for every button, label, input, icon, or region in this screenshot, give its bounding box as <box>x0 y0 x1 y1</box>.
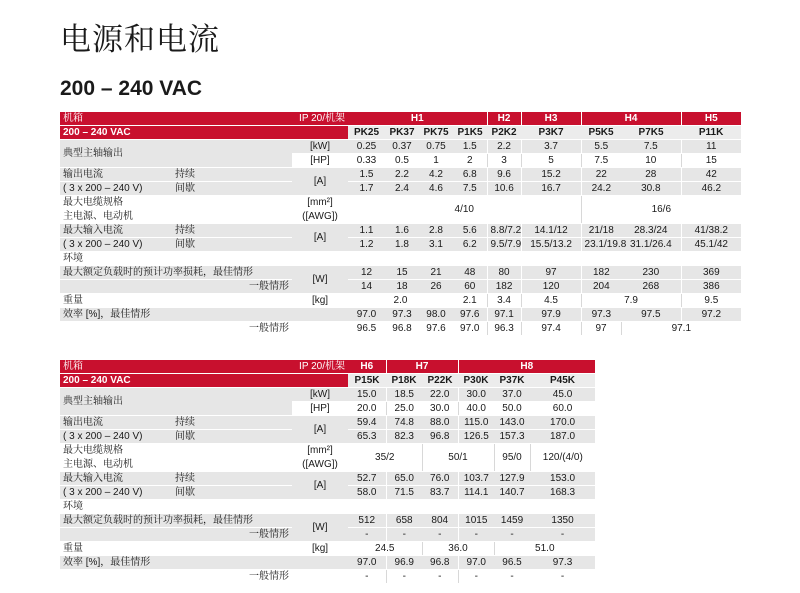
cell: 15.2 <box>521 168 581 182</box>
row-sublabel-intermittent: 间歇 <box>172 182 292 196</box>
unit-label: ([AWG]) <box>292 458 348 472</box>
cell: 74.8 <box>386 416 422 430</box>
group-header: H7 <box>386 360 458 374</box>
model-header: P7K5 <box>621 126 681 140</box>
cell: 6.2 <box>453 238 487 252</box>
cell: 97.1 <box>487 308 521 322</box>
cell: 22.0 <box>422 388 458 402</box>
cell: 96.8 <box>422 556 458 570</box>
cell: 48 <box>453 266 487 280</box>
cell: 96.8 <box>385 322 419 336</box>
row-label-input-current: 最大输入电流 <box>60 224 172 238</box>
row-label-output-current-voltage: ( 3 x 200 – 240 V) <box>60 430 172 444</box>
row-label-power-loss: 最大额定负载时的预计功率损耗，最佳情形 <box>60 514 292 528</box>
cell: 3.7 <box>521 140 581 154</box>
cell: 170.0 <box>530 416 595 430</box>
cell: 88.0 <box>422 416 458 430</box>
cell: 4/10 <box>348 196 581 224</box>
cell: 1.2 <box>348 238 385 252</box>
cell: - <box>458 528 494 542</box>
cell: 2.2 <box>487 140 521 154</box>
row-sublabel-continuous: 持续 <box>172 224 292 238</box>
model-header: P1K5 <box>453 126 487 140</box>
cell: 4.2 <box>419 168 453 182</box>
cell: 97.4 <box>521 322 581 336</box>
section-title: 200 – 240 VAC <box>60 77 203 100</box>
row-label-environment: 环境 <box>60 252 741 266</box>
cell <box>292 322 348 336</box>
cell: 1.8 <box>385 238 419 252</box>
enclosure-label: 机箱 <box>60 360 292 374</box>
cell: 1.6 <box>385 224 419 238</box>
cell: 12 <box>348 266 385 280</box>
cell: 182 <box>581 266 621 280</box>
cell: 98.0 <box>419 308 453 322</box>
row-label-shaft-output: 典型主轴输出 <box>60 388 292 416</box>
cell: 97.5 <box>621 308 681 322</box>
cell: 50.0 <box>494 402 530 416</box>
row-label-input-current: 最大输入电流 <box>60 472 172 486</box>
row-label-weight: 重量 <box>60 294 292 308</box>
row-label-typical: 一般情形 <box>60 570 292 584</box>
cell: 21/18 <box>581 224 621 238</box>
cell: 36.0 <box>422 542 494 556</box>
ip-rating-label: IP 20/机架 <box>292 112 348 126</box>
unit-label: [kg] <box>292 294 348 308</box>
cell: 30.0 <box>458 388 494 402</box>
cell: 1 <box>419 154 453 168</box>
cell: - <box>422 528 458 542</box>
cell: 18.5 <box>386 388 422 402</box>
model-header: P45K <box>530 374 595 388</box>
cell: 31.1/26.4 <box>621 238 681 252</box>
cell: - <box>386 528 422 542</box>
model-header: P18K <box>386 374 422 388</box>
cell: 268 <box>621 280 681 294</box>
row-label-shaft-output: 典型主轴输出 <box>60 140 292 168</box>
cell: 24.5 <box>348 542 422 556</box>
model-header: P5K5 <box>581 126 621 140</box>
cell: 5.5 <box>581 140 621 154</box>
cell: 143.0 <box>494 416 530 430</box>
voltage-label: 200 – 240 VAC <box>60 126 348 140</box>
cell: 9.5/7.9 <box>487 238 521 252</box>
cell: 1.5 <box>348 168 385 182</box>
cell: 21 <box>419 266 453 280</box>
row-sublabel-intermittent: 间歇 <box>172 430 292 444</box>
cell: 28 <box>621 168 681 182</box>
model-header: P2K2 <box>487 126 521 140</box>
cell: 4.6 <box>419 182 453 196</box>
cell: 96.8 <box>422 430 458 444</box>
cell: 120 <box>521 280 581 294</box>
model-header: P22K <box>422 374 458 388</box>
cell: 71.5 <box>386 486 422 500</box>
cell: 386 <box>681 280 741 294</box>
cell: 369 <box>681 266 741 280</box>
cell: 96.5 <box>494 556 530 570</box>
row-label-max-cable-sub: 主电源、电动机 <box>60 210 292 224</box>
spec-table-h1-h5 <box>60 112 741 336</box>
cell: 97.0 <box>453 322 487 336</box>
cell: 97 <box>581 322 621 336</box>
cell: 2.8 <box>419 224 453 238</box>
cell: 97.3 <box>530 556 595 570</box>
row-sublabel-intermittent: 间歇 <box>172 486 292 500</box>
cell: 97.6 <box>453 308 487 322</box>
voltage-label: 200 – 240 VAC <box>60 374 348 388</box>
cell: 60 <box>453 280 487 294</box>
cell: 37.0 <box>494 388 530 402</box>
cell: 127.9 <box>494 472 530 486</box>
unit-label: [W] <box>292 514 348 542</box>
row-label-input-current-voltage: ( 3 x 200 – 240 V) <box>60 486 172 500</box>
row-label-output-current: 输出电流 <box>60 416 172 430</box>
cell: 0.5 <box>385 154 419 168</box>
cell: 20.0 <box>348 402 386 416</box>
cell: 115.0 <box>458 416 494 430</box>
cell: - <box>494 570 530 584</box>
cell: 7.5 <box>621 140 681 154</box>
cell: 14.1/12 <box>521 224 581 238</box>
cell: 80 <box>487 266 521 280</box>
cell: 42 <box>681 168 741 182</box>
cell: 30.8 <box>621 182 681 196</box>
group-header: H8 <box>458 360 595 374</box>
cell: 76.0 <box>422 472 458 486</box>
cell: 96.5 <box>348 322 385 336</box>
unit-label: [mm²] <box>292 444 348 458</box>
cell: 23.1/19.8 <box>581 238 621 252</box>
unit-label: [kg] <box>292 542 348 556</box>
row-sublabel-intermittent: 间歇 <box>172 238 292 252</box>
cell: 187.0 <box>530 430 595 444</box>
group-header: H1 <box>348 112 487 126</box>
cell: 16.7 <box>521 182 581 196</box>
cell: - <box>386 570 422 584</box>
unit-label: [kW] <box>292 388 348 402</box>
model-header: PK37 <box>385 126 419 140</box>
cell: 97.1 <box>621 322 741 336</box>
ip-rating-label: IP 20/机架 <box>292 360 348 374</box>
row-label-max-cable: 最大电缆规格 <box>60 196 292 210</box>
cell: 97.3 <box>581 308 621 322</box>
cell: 8.8/7.2 <box>487 224 521 238</box>
cell: 30.0 <box>422 402 458 416</box>
cell: 1.7 <box>348 182 385 196</box>
cell: 157.3 <box>494 430 530 444</box>
unit-label: ([AWG]) <box>292 210 348 224</box>
cell: 16/6 <box>581 196 741 224</box>
row-sublabel-continuous: 持续 <box>172 472 292 486</box>
cell: 96.3 <box>487 322 521 336</box>
row-label-efficiency: 效率 [%]，最佳情形 <box>60 308 348 322</box>
cell: 45.1/42 <box>681 238 741 252</box>
cell: 9.6 <box>487 168 521 182</box>
cell: 25.0 <box>386 402 422 416</box>
cell <box>292 570 348 584</box>
group-header: H6 <box>348 360 386 374</box>
cell: 18 <box>385 280 419 294</box>
cell: 2.0 <box>348 294 453 308</box>
cell: 97.0 <box>348 308 385 322</box>
cell: 182 <box>487 280 521 294</box>
cell: 51.0 <box>494 542 595 556</box>
model-header: P15K <box>348 374 386 388</box>
cell: 15 <box>681 154 741 168</box>
cell: 0.33 <box>348 154 385 168</box>
cell: 52.7 <box>348 472 386 486</box>
cell: 82.3 <box>386 430 422 444</box>
unit-label: [HP] <box>292 154 348 168</box>
cell: 658 <box>386 514 422 528</box>
cell: 204 <box>581 280 621 294</box>
group-header: H3 <box>521 112 581 126</box>
cell: 15.5/13.2 <box>521 238 581 252</box>
cell: 5.6 <box>453 224 487 238</box>
cell: 59.4 <box>348 416 386 430</box>
cell: 97.0 <box>458 556 494 570</box>
row-label-power-loss: 最大额定负载时的预计功率损耗，最佳情形 <box>60 266 292 280</box>
cell: 2.1 <box>453 294 487 308</box>
cell: - <box>494 528 530 542</box>
row-sublabel-continuous: 持续 <box>172 168 292 182</box>
model-header: P30K <box>458 374 494 388</box>
cell: 6.8 <box>453 168 487 182</box>
cell: 22 <box>581 168 621 182</box>
cell: 58.0 <box>348 486 386 500</box>
cell: 7.5 <box>453 182 487 196</box>
cell: 15.0 <box>348 388 386 402</box>
cell: 153.0 <box>530 472 595 486</box>
cell: 97 <box>521 266 581 280</box>
cell: 97.9 <box>521 308 581 322</box>
cell: 3.1 <box>419 238 453 252</box>
row-sublabel-continuous: 持续 <box>172 416 292 430</box>
cell: 7.5 <box>581 154 621 168</box>
row-label-typical: 一般情形 <box>60 280 292 294</box>
cell: 15 <box>385 266 419 280</box>
cell: 9.5 <box>681 294 741 308</box>
cell: 1.5 <box>453 140 487 154</box>
cell: 46.2 <box>681 182 741 196</box>
cell: 50/1 <box>422 444 494 472</box>
unit-label: [HP] <box>292 402 348 416</box>
cell: 26 <box>419 280 453 294</box>
cell: 1350 <box>530 514 595 528</box>
unit-label: [A] <box>292 416 348 444</box>
cell: 45.0 <box>530 388 595 402</box>
cell: 97.0 <box>348 556 386 570</box>
spec-table-h6-h8 <box>60 360 595 584</box>
cell: 2.4 <box>385 182 419 196</box>
cell: - <box>458 570 494 584</box>
unit-label: [A] <box>292 224 348 252</box>
cell: 65.0 <box>386 472 422 486</box>
cell: 35/2 <box>348 444 422 472</box>
cell: 114.1 <box>458 486 494 500</box>
cell: 2 <box>453 154 487 168</box>
row-label-max-cable: 最大电缆规格 <box>60 444 292 458</box>
cell: 512 <box>348 514 386 528</box>
cell: 804 <box>422 514 458 528</box>
cell: 0.75 <box>419 140 453 154</box>
cell: 28.3/24 <box>621 224 681 238</box>
cell: - <box>348 528 386 542</box>
model-header: PK75 <box>419 126 453 140</box>
group-header: H5 <box>681 112 741 126</box>
cell: 230 <box>621 266 681 280</box>
cell: 14 <box>348 280 385 294</box>
row-label-output-current-voltage: ( 3 x 200 – 240 V) <box>60 182 172 196</box>
cell: 1459 <box>494 514 530 528</box>
row-label-output-current: 输出电流 <box>60 168 172 182</box>
cell: - <box>530 570 595 584</box>
group-header: H2 <box>487 112 521 126</box>
model-header: P3K7 <box>521 126 581 140</box>
cell: 1015 <box>458 514 494 528</box>
row-label-max-cable-sub: 主电源、电动机 <box>60 458 292 472</box>
cell: 97.6 <box>419 322 453 336</box>
row-label-typical: 一般情形 <box>60 528 292 542</box>
cell: 4.5 <box>521 294 581 308</box>
cell: 10.6 <box>487 182 521 196</box>
model-header: PK25 <box>348 126 385 140</box>
cell: - <box>530 528 595 542</box>
cell: 103.7 <box>458 472 494 486</box>
unit-label: [A] <box>292 472 348 500</box>
enclosure-label: 机箱 <box>60 112 292 126</box>
model-header: P11K <box>681 126 741 140</box>
cell: 40.0 <box>458 402 494 416</box>
cell: 0.37 <box>385 140 419 154</box>
unit-label: [kW] <box>292 140 348 154</box>
cell: 126.5 <box>458 430 494 444</box>
cell: 3.4 <box>487 294 521 308</box>
cell: - <box>348 570 386 584</box>
cell: 7.9 <box>581 294 681 308</box>
cell: 3 <box>487 154 521 168</box>
unit-label: [A] <box>292 168 348 196</box>
unit-label: [W] <box>292 266 348 294</box>
cell: 1.1 <box>348 224 385 238</box>
cell: 2.2 <box>385 168 419 182</box>
cell: 10 <box>621 154 681 168</box>
cell: 97.2 <box>681 308 741 322</box>
cell: 96.9 <box>386 556 422 570</box>
cell: 41/38.2 <box>681 224 741 238</box>
unit-label: [mm²] <box>292 196 348 210</box>
cell: 97.3 <box>385 308 419 322</box>
row-label-input-current-voltage: ( 3 x 200 – 240 V) <box>60 238 172 252</box>
cell: 83.7 <box>422 486 458 500</box>
row-label-typical: 一般情形 <box>60 322 292 336</box>
cell: - <box>422 570 458 584</box>
model-header: P37K <box>494 374 530 388</box>
row-label-environment: 环境 <box>60 500 595 514</box>
cell: 65.3 <box>348 430 386 444</box>
row-label-efficiency: 效率 [%]，最佳情形 <box>60 556 348 570</box>
page-title: 电源和电流 <box>60 22 220 58</box>
group-header: H4 <box>581 112 681 126</box>
cell: 95/0 <box>494 444 530 472</box>
cell: 60.0 <box>530 402 595 416</box>
cell: 24.2 <box>581 182 621 196</box>
cell: 120/(4/0) <box>530 444 595 472</box>
cell: 140.7 <box>494 486 530 500</box>
cell: 168.3 <box>530 486 595 500</box>
cell: 5 <box>521 154 581 168</box>
row-label-weight: 重量 <box>60 542 292 556</box>
cell: 11 <box>681 140 741 154</box>
cell: 0.25 <box>348 140 385 154</box>
